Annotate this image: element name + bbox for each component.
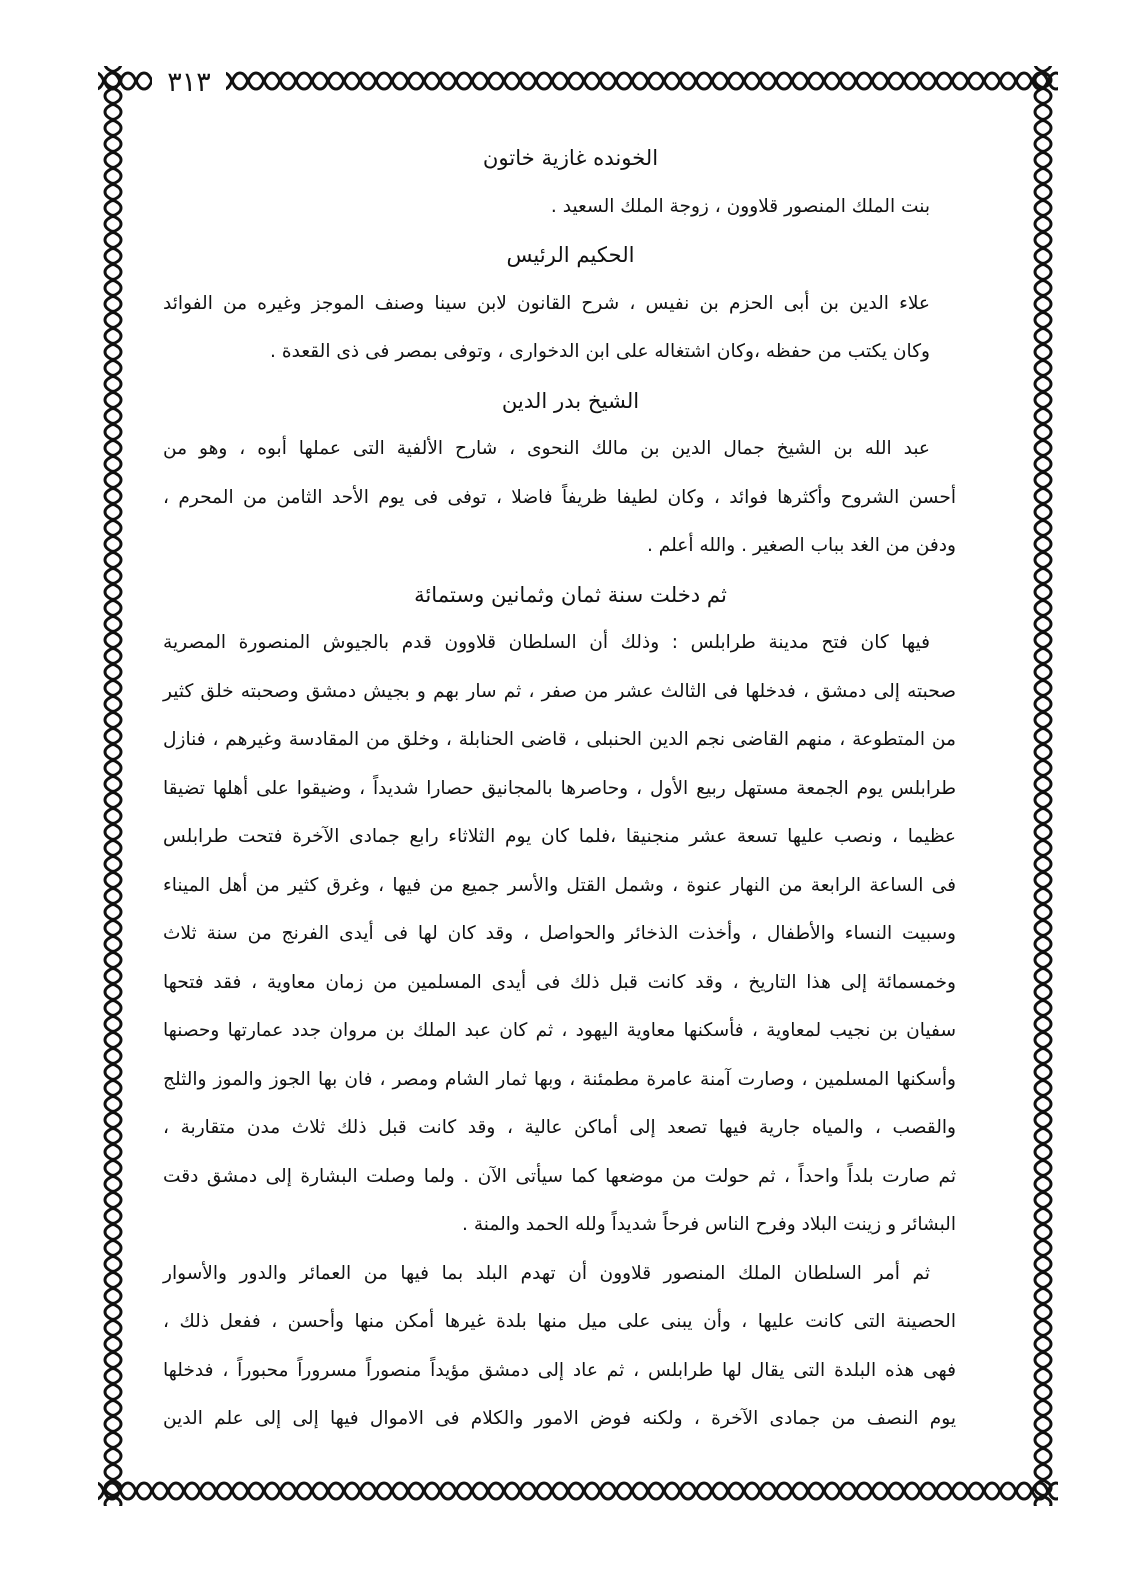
border-bottom bbox=[98, 1476, 1058, 1506]
paragraph-line bbox=[163, 1056, 956, 1105]
paragraph-line-text: من المتطوعة ، منهم القاضى نجم الدين الحنبلى ، قاضى الحنابلة ، وخلق من المقادسة وغيرهم ، فنازل bbox=[163, 729, 956, 750]
section-heading bbox=[163, 134, 956, 183]
paragraph-line bbox=[163, 1250, 956, 1299]
year-heading bbox=[163, 571, 956, 620]
paragraph-line bbox=[163, 813, 956, 862]
paragraph-line-text: علاء الدين بن أبى الحزم بن نفيس ، شرح القانون لابن سينا وصنف الموجز وغيره من الفوائد bbox=[163, 292, 930, 314]
paragraph-line-text: عظيما ، ونصب عليها تسعة عشر منجنيقا ،فلما كان يوم الثلاثاء رابع جمادى الآخرة فتحت طرابلس bbox=[163, 826, 956, 847]
paragraph-line bbox=[163, 1298, 956, 1347]
paragraph-line bbox=[163, 183, 956, 232]
section-heading-text: الشيخ بدر الدين bbox=[501, 387, 640, 413]
section-heading-text: الحكيم الرئيس bbox=[506, 242, 635, 267]
paragraph-line bbox=[163, 1007, 956, 1056]
paragraph-line-text: ثم أمر السلطان الملك المنصور قلاوون أن تهدم البلد بما فيها من العمائر والدور والأسوار bbox=[163, 1262, 930, 1284]
paragraph-line bbox=[163, 280, 956, 329]
paragraph-line-text: صحبته إلى دمشق ، فدخلها فى الثالث عشر من صفر ، ثم سار بهم و بجيش دمشق وصحبته خلق كثير bbox=[163, 680, 956, 702]
paragraph-line bbox=[163, 1153, 956, 1202]
border-right bbox=[1028, 66, 1058, 1506]
paragraph-line bbox=[163, 619, 956, 668]
paragraph-line bbox=[163, 668, 956, 717]
paragraph-line-text: وسبيت النساء والأطفال ، وأخذت الذخائر والحواصل ، وقد كان لها فى أيدى الفرنج من سنة ثلاث bbox=[163, 923, 956, 944]
paragraph-line-text: ثم صارت بلداً واحداً ، ثم حولت من موضعها كما سيأتى الآن . ولما وصلت البشارة إلى دمشق دقت bbox=[163, 1165, 956, 1187]
paragraph-line-text: طرابلس يوم الجمعة مستهل ربيع الأول ، وحاصرها بالمجانيق حصارا شديداً ، وضيقوا على أهلها تضيقا bbox=[163, 777, 956, 799]
paragraph-line bbox=[163, 910, 956, 959]
section-heading bbox=[163, 377, 956, 426]
paragraph-line-text: البشائر و زينت البلاد وفرح الناس فرحاً شديداً ولله الحمد والمنة . bbox=[462, 1214, 956, 1235]
paragraph-line-text: وكان يكتب من حفظه ،وكان اشتغاله على ابن الدخوارى ، وتوفى بمصر فى ذى القعدة . bbox=[270, 341, 930, 362]
paragraph-line bbox=[163, 1104, 956, 1153]
paragraph-line-text: عبد الله بن الشيخ جمال الدين بن مالك النحوى ، شارح الألفية التى عملها أبوه ، وهو من bbox=[163, 438, 930, 459]
paragraph-line bbox=[163, 474, 956, 523]
paragraph-line bbox=[163, 716, 956, 765]
paragraph-line bbox=[163, 765, 956, 814]
paragraph-line bbox=[163, 425, 956, 474]
page-number: ٣١٣ bbox=[167, 67, 211, 98]
border-top bbox=[98, 66, 1058, 96]
section-heading-text: الخونده غازية خاتون bbox=[482, 145, 659, 170]
year-heading-text: ثم دخلت سنة ثمان وثمانين وستمائة bbox=[414, 581, 727, 607]
paragraph-line bbox=[163, 328, 956, 377]
paragraph-line-text: فهى هذه البلدة التى يقال لها طرابلس ، ثم عاد إلى دمشق مؤيداً منصوراً مسروراً محبوراً ، فدخلها bbox=[163, 1359, 956, 1381]
paragraph-line-text: بنت الملك المنصور قلاوون ، زوجة الملك السعيد . bbox=[550, 195, 930, 217]
paragraph-line-text: أحسن الشروح وأكثرها فوائد ، وكان لطيفا ظريفاً فاضلا ، توفى فى يوم الأحد الثامن من المحرم ، bbox=[163, 486, 956, 508]
page-text bbox=[163, 134, 956, 1444]
paragraph-line-text: فى الساعة الرابعة من النهار عنوة ، وشمل القتل والأسر جميع من فيها ، وغرق كثير من أهل الميناء bbox=[163, 874, 956, 896]
paragraph-line-text: فيها كان فتح مدينة طرابلس : وذلك أن السلطان قلاوون قدم بالجيوش المنصورة المصرية bbox=[163, 632, 930, 653]
section-heading bbox=[163, 231, 956, 280]
paragraph-line-text: ودفن من الغد بباب الصغير . والله أعلم . bbox=[646, 535, 956, 556]
paragraph-line bbox=[163, 522, 956, 571]
paragraph-line bbox=[163, 1201, 956, 1250]
paragraph-line-text: سفيان بن نجيب لمعاوية ، فأسكنها معاوية اليهود ، ثم كان عبد الملك بن مروان جدد عمارتها وحصنها bbox=[163, 1020, 956, 1041]
paragraph-line-text: وأسكنها المسلمين ، وصارت آمنة عامرة مطمئنة ، وبها ثمار الشام ومصر ، فان بها الجوز والموز والثلج bbox=[163, 1068, 956, 1090]
paragraph-line-text: يوم النصف من جمادى الآخرة ، ولكنه فوض الامور والكلام فى الاموال فيها إلى إلى علم الدين bbox=[163, 1408, 956, 1429]
paragraph-line-text: الحصينة التى كانت عليها ، وأن يبنى على ميل منها بلدة غيرها أمكن منها وأحسن ، ففعل ذلك ، bbox=[163, 1311, 956, 1332]
paragraph-line bbox=[163, 1347, 956, 1396]
paragraph-line-text: وخمسمائة إلى هذا التاريخ ، وقد كانت قبل ذلك فى أيدى المسلمين من زمان معاوية ، فقد فتحها bbox=[163, 971, 956, 993]
paragraph-line-text: والقصب ، والمياه جارية فيها تصعد إلى أماكن عالية ، وقد كانت قبل ذلك ثلاث مدن متقاربة ، bbox=[163, 1117, 956, 1138]
paragraph-line bbox=[163, 1395, 956, 1444]
paragraph-line bbox=[163, 862, 956, 911]
border-left bbox=[98, 66, 128, 1506]
paragraph-line bbox=[163, 959, 956, 1008]
